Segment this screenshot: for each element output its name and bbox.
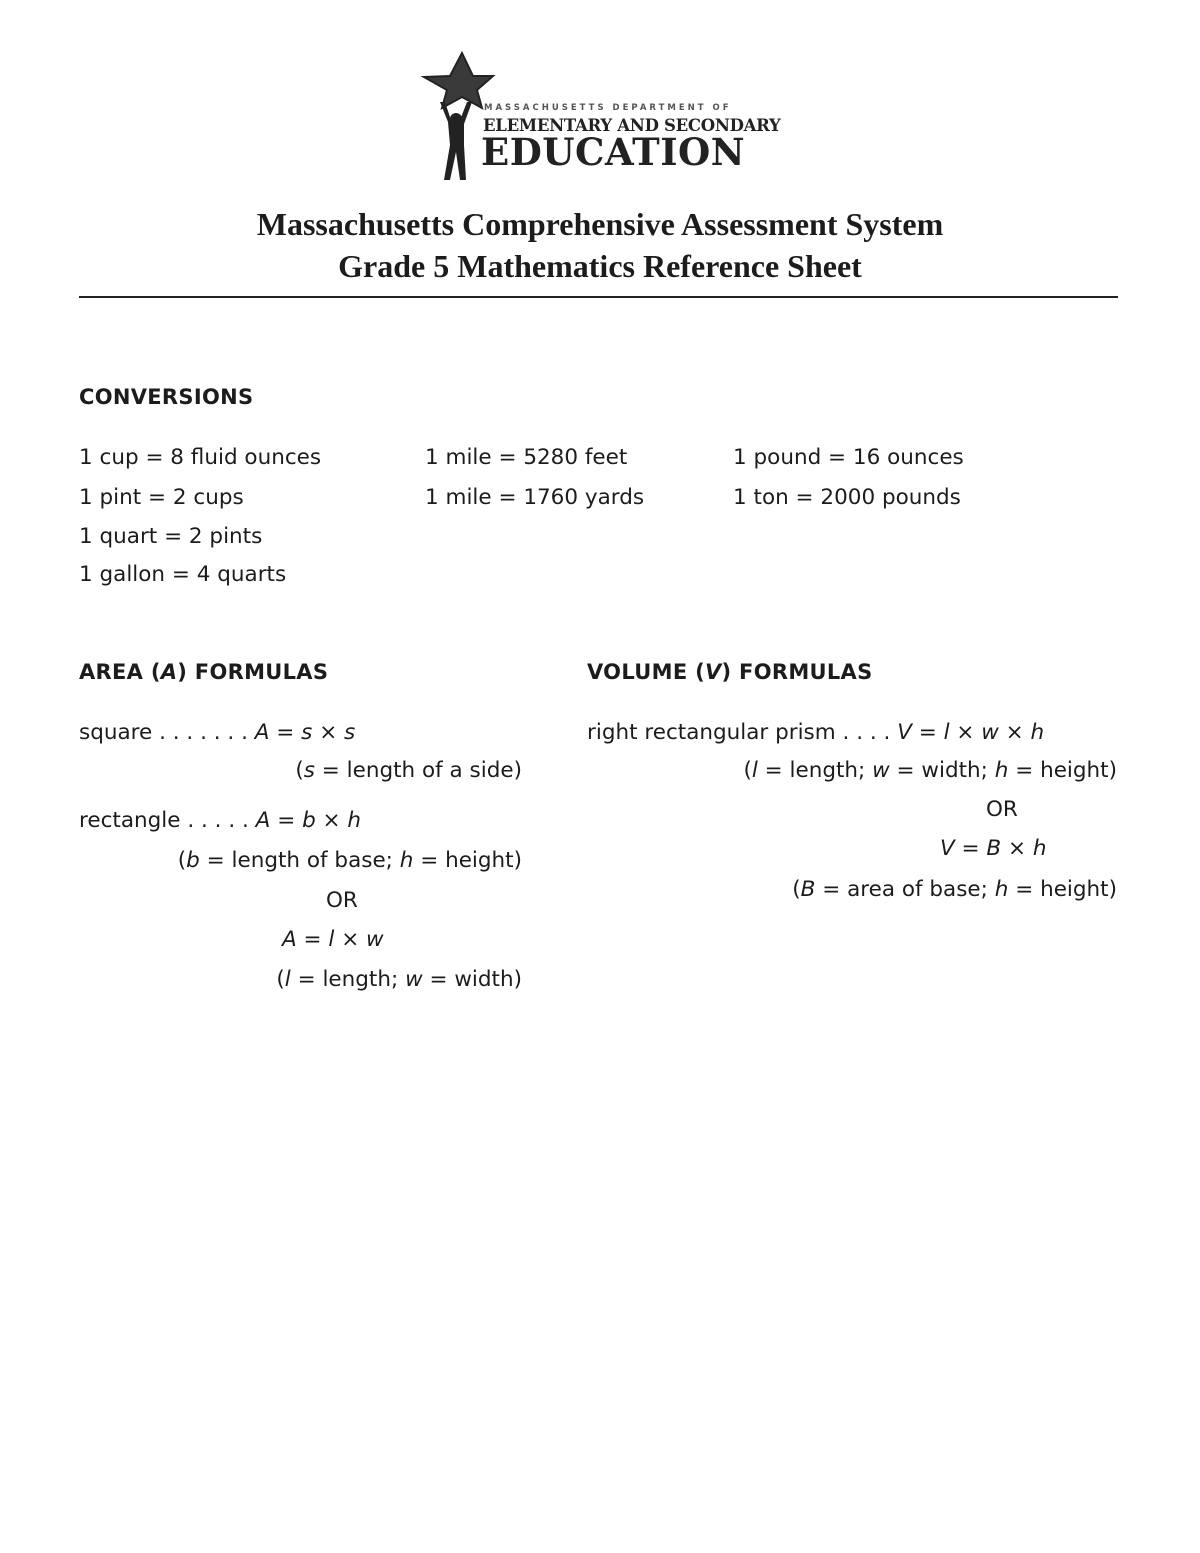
volume-heading: VOLUME (V) FORMULAS: [587, 660, 873, 684]
conversions-heading: CONVERSIONS: [79, 385, 254, 409]
page-title: Massachusetts Comprehensive Assessment System: [256, 206, 944, 242]
rectangle-note-alt: (l = length; w = width): [276, 967, 522, 992]
conversion-item: 1 pint = 2 cups: [79, 485, 244, 510]
conversion-item: 1 mile = 5280 feet: [425, 445, 628, 470]
or-label: OR: [326, 888, 358, 913]
or-label: OR: [986, 797, 1018, 822]
prism-formula-alt: V = B × h: [940, 836, 1047, 861]
conversion-item: 1 gallon = 4 quarts: [79, 562, 287, 587]
rectangle-formula: rectangle . . . . . A = b × h: [79, 808, 362, 833]
doe-logo: [420, 50, 781, 186]
square-note: (s = length of a side): [295, 758, 522, 783]
logo-text-line1: MASSACHUSETTS DEPARTMENT OF: [484, 103, 732, 113]
prism-note: (l = length; w = width; h = height): [743, 758, 1117, 783]
header-divider: [79, 296, 1118, 298]
conversion-item: 1 cup = 8 fluid ounces: [79, 445, 322, 470]
conversion-item: 1 pound = 16 ounces: [733, 445, 964, 470]
logo-text-line2: ELEMENTARY AND SECONDARY: [483, 116, 781, 135]
square-formula: square . . . . . . . A = s × s: [79, 720, 356, 745]
logo-text-line3: EDUCATION: [481, 130, 746, 174]
conversion-item: 1 ton = 2000 pounds: [733, 485, 961, 510]
page-subtitle: Grade 5 Mathematics Reference Sheet: [338, 248, 862, 284]
rectangle-formula-alt: A = l × w: [282, 927, 384, 952]
prism-formula: right rectangular prism . . . . V = l × w × h: [587, 720, 1045, 745]
prism-note-alt: (B = area of base; h = height): [792, 877, 1117, 902]
area-heading: AREA (A) FORMULAS: [79, 660, 329, 684]
rectangle-note: (b = length of base; h = height): [177, 848, 522, 873]
conversion-item: 1 mile = 1760 yards: [425, 485, 645, 510]
conversion-item: 1 quart = 2 pints: [79, 524, 263, 549]
